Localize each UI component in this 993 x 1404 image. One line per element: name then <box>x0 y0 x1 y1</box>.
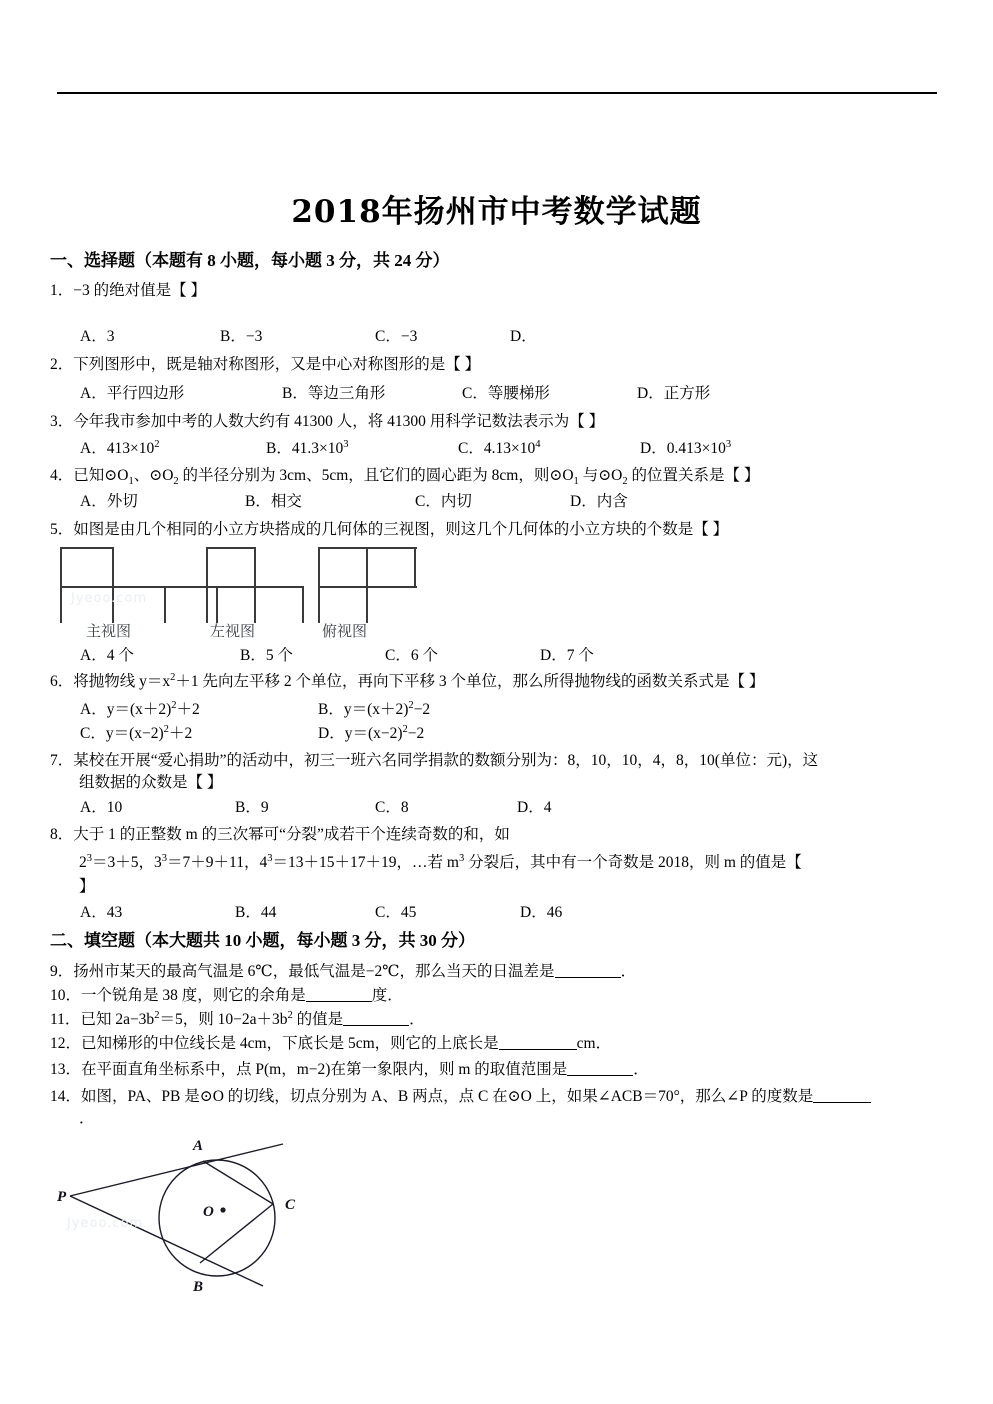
question-2-number: 2． <box>50 356 74 373</box>
question-3-options <box>80 438 731 459</box>
answer-blank-12[interactable] <box>499 1034 577 1050</box>
option-2-b[interactable]: B．等边三角形 <box>282 385 386 402</box>
question-8-stem-line3: 】 <box>79 878 95 895</box>
question-5-options <box>80 645 594 666</box>
question-1-stem <box>50 280 206 301</box>
question-7-options <box>80 797 551 818</box>
option-1-d[interactable]: D． <box>510 328 537 345</box>
answer-blank-9[interactable] <box>555 962 621 978</box>
option-4-a[interactable]: A．外切 <box>80 493 138 510</box>
question-4-stem: 4．已知$⊙O_1$、$⊙O_2$ 的半径分别为 3cm、5cm，且它们的圆心距为 8cm，则$⊙O_1$ 与$⊙O_2$ 的位置关系是【 】 <box>50 467 760 488</box>
question-2-options <box>80 383 710 404</box>
question-13-number: 13． <box>50 1061 82 1078</box>
option-6-c[interactable]: C．$y=(x-2)^2+2$ <box>80 723 193 742</box>
question-1-number: 1． <box>50 282 74 299</box>
watermark: Jyeoo.com <box>71 591 148 606</box>
question-6-options-row2 <box>80 723 424 744</box>
option-1-a[interactable]: A．3 <box>80 328 115 345</box>
answer-blank-14[interactable] <box>813 1087 871 1103</box>
option-8-b[interactable]: B．44 <box>235 904 277 921</box>
question-8-stem-line2: $2^3=3+5$，$3^3=7+9+11$，$4^3=13+15+17+19$，…若 $m^3$ 分裂后，其中有一个奇数是 2018，则 m 的值是【 <box>79 852 802 871</box>
option-4-c[interactable]: C．内切 <box>415 493 472 510</box>
option-6-d[interactable]: D．$y=(x-2)^2-2$ <box>318 723 425 742</box>
question-6-stem: 6．将抛物线 $y=x^2+1$ 先向左平移 2 个单位，再向下平移 3 个单位，那么所得抛物线的函数关系式是【 】 <box>50 671 765 690</box>
three-view-labels <box>57 620 417 642</box>
label-point-b: B <box>193 1279 204 1295</box>
option-6-b[interactable]: B．$y=(x+2)^2-2$ <box>318 699 431 718</box>
question-13-stem: 13．在平面直角坐标系中，点 P(m，m−2)在第一象限内，则 m 的取值范围是 ． <box>50 1061 649 1078</box>
option-5-b[interactable]: B．5 个 <box>240 647 293 664</box>
page-title: 2018年扬州市中考数学试题 <box>291 194 702 230</box>
option-1-b[interactable]: B．−3 <box>220 328 263 345</box>
question-14-stem-line2: ． <box>79 1110 95 1127</box>
question-12-number: 12． <box>50 1035 82 1052</box>
label-point-a: A <box>193 1138 204 1154</box>
three-view-svg <box>57 545 417 623</box>
option-7-d[interactable]: D．4 <box>517 799 552 816</box>
center-point-dot <box>220 1207 225 1212</box>
answer-blank-10[interactable] <box>306 986 372 1002</box>
option-8-c[interactable]: C．45 <box>375 904 417 921</box>
question-11-stem: 11．已知 $2a-3b^2=5$，则 $10-2a+3b^2$ 的值是 ． <box>50 1009 425 1028</box>
option-3-d[interactable]: D．$0.413\times 10^3$ <box>640 438 732 457</box>
answer-blank-11[interactable] <box>343 1010 409 1026</box>
question-11-number: 11． <box>50 1011 81 1028</box>
question-1-text: −3 的绝对值是【 】 <box>73 282 207 299</box>
side-view-label: 左视图 <box>210 622 256 640</box>
question-3-number: 3． <box>50 413 74 430</box>
label-point-p: P <box>57 1189 67 1205</box>
question-6-number: 6． <box>50 673 74 690</box>
option-2-a[interactable]: A．平行四边形 <box>80 385 185 402</box>
option-5-c[interactable]: C．6 个 <box>385 647 438 664</box>
option-2-d[interactable]: D．正方形 <box>637 385 711 402</box>
option-7-c[interactable]: C．8 <box>375 799 409 816</box>
option-5-d[interactable]: D．7 个 <box>540 647 594 664</box>
label-point-c: C <box>285 1197 296 1213</box>
question-4-options <box>80 491 628 512</box>
front-view-label: 主视图 <box>86 622 132 640</box>
option-6-a[interactable]: A．$y=(x+2)^2+2$ <box>80 699 200 718</box>
question-8-number: 8． <box>50 826 74 843</box>
question-8-stem-line1: 8．大于 1 的正整数 m 的三次幂可“分裂”成若干个连续奇数的和，如 <box>50 826 510 843</box>
header-divider <box>57 92 937 94</box>
question-14-number: 14． <box>50 1088 82 1105</box>
question-9-number: 9． <box>50 963 74 980</box>
option-8-a[interactable]: A．43 <box>80 904 123 921</box>
option-8-d[interactable]: D．46 <box>520 904 563 921</box>
option-7-b[interactable]: B．9 <box>235 799 269 816</box>
question-5-text: 如图是由几个相同的小立方块搭成的几何体的三视图，则这几个几何体的小立方块的个数是【 】 <box>73 521 729 538</box>
top-view-label: 俯视图 <box>322 622 368 640</box>
question-3-text: 今年我市参加中考的人数大约有 41300 人，将 41300 用科学记数法表示为【 】 <box>73 413 605 430</box>
question-1-options <box>80 326 537 347</box>
question-2-stem <box>50 354 480 375</box>
question-7-number: 7． <box>50 752 74 769</box>
option-2-c[interactable]: C．等腰梯形 <box>462 385 550 402</box>
section-two-heading: 二、填空题（本大题共 10 小题，每小题 3 分，共 30 分） <box>50 931 475 950</box>
watermark-figure: Jyeoo.com <box>67 1216 144 1231</box>
question-10-stem: 10．一个锐角是 38 度，则它的余角是 度． <box>50 987 403 1004</box>
question-6-options-row1 <box>80 699 430 720</box>
circle-o-shape <box>159 1160 275 1276</box>
question-2-text: 下列图形中，既是轴对称图形，又是中心对称图形的是【 】 <box>73 356 481 373</box>
label-point-o: O <box>203 1204 214 1220</box>
option-4-d[interactable]: D．内含 <box>570 493 628 510</box>
question-9-stem: 9．扬州市某天的最高气温是 6℃，最低气温是−2℃，那么当天的日温差是 ． <box>50 963 637 980</box>
option-3-b[interactable]: B．$41.3\times 10^3$ <box>266 438 349 457</box>
question-10-number: 10． <box>50 987 82 1004</box>
question-4-number: 4． <box>50 467 74 484</box>
question-7-stem-line1: 7．某校在开展“爱心捐助”的活动中，初三一班六名同学捐款的数额分别为：8，10，10，4，8，10(单位：元)，这 <box>50 752 819 769</box>
question-14-stem-line1: 14．如图，PA、PB 是⊙O 的切线，切点分别为 A、B 两点，点 C 在⊙O 上，如果∠ACB＝70°，那么∠P 的度数是 <box>50 1086 871 1107</box>
option-3-c[interactable]: C．$4.13\times 10^4$ <box>458 438 541 457</box>
question-3-stem <box>50 411 604 432</box>
question-8-options <box>80 902 562 923</box>
option-1-c[interactable]: C．−3 <box>375 328 418 345</box>
option-3-a[interactable]: A．$413\times 10^2$ <box>80 438 160 457</box>
option-7-a[interactable]: A．10 <box>80 799 123 816</box>
three-view-figure <box>57 545 417 645</box>
question-5-number: 5． <box>50 521 74 538</box>
question-12-stem: 12．已知梯形的中位线长是 4cm，下底长是 5cm，则它的上底长是 cm． <box>50 1035 612 1052</box>
question-5-stem <box>50 519 728 540</box>
circle-tangent-figure <box>45 1128 375 1303</box>
section-one-heading: 一、选择题（本题有 8 小题，每小题 3 分，共 24 分） <box>50 251 450 270</box>
option-5-a[interactable]: A．4 个 <box>80 647 134 664</box>
option-4-b[interactable]: B．相交 <box>245 493 302 510</box>
answer-blank-13[interactable] <box>567 1060 633 1076</box>
question-7-stem-line2: 组数据的众数是【 】 <box>79 774 223 791</box>
